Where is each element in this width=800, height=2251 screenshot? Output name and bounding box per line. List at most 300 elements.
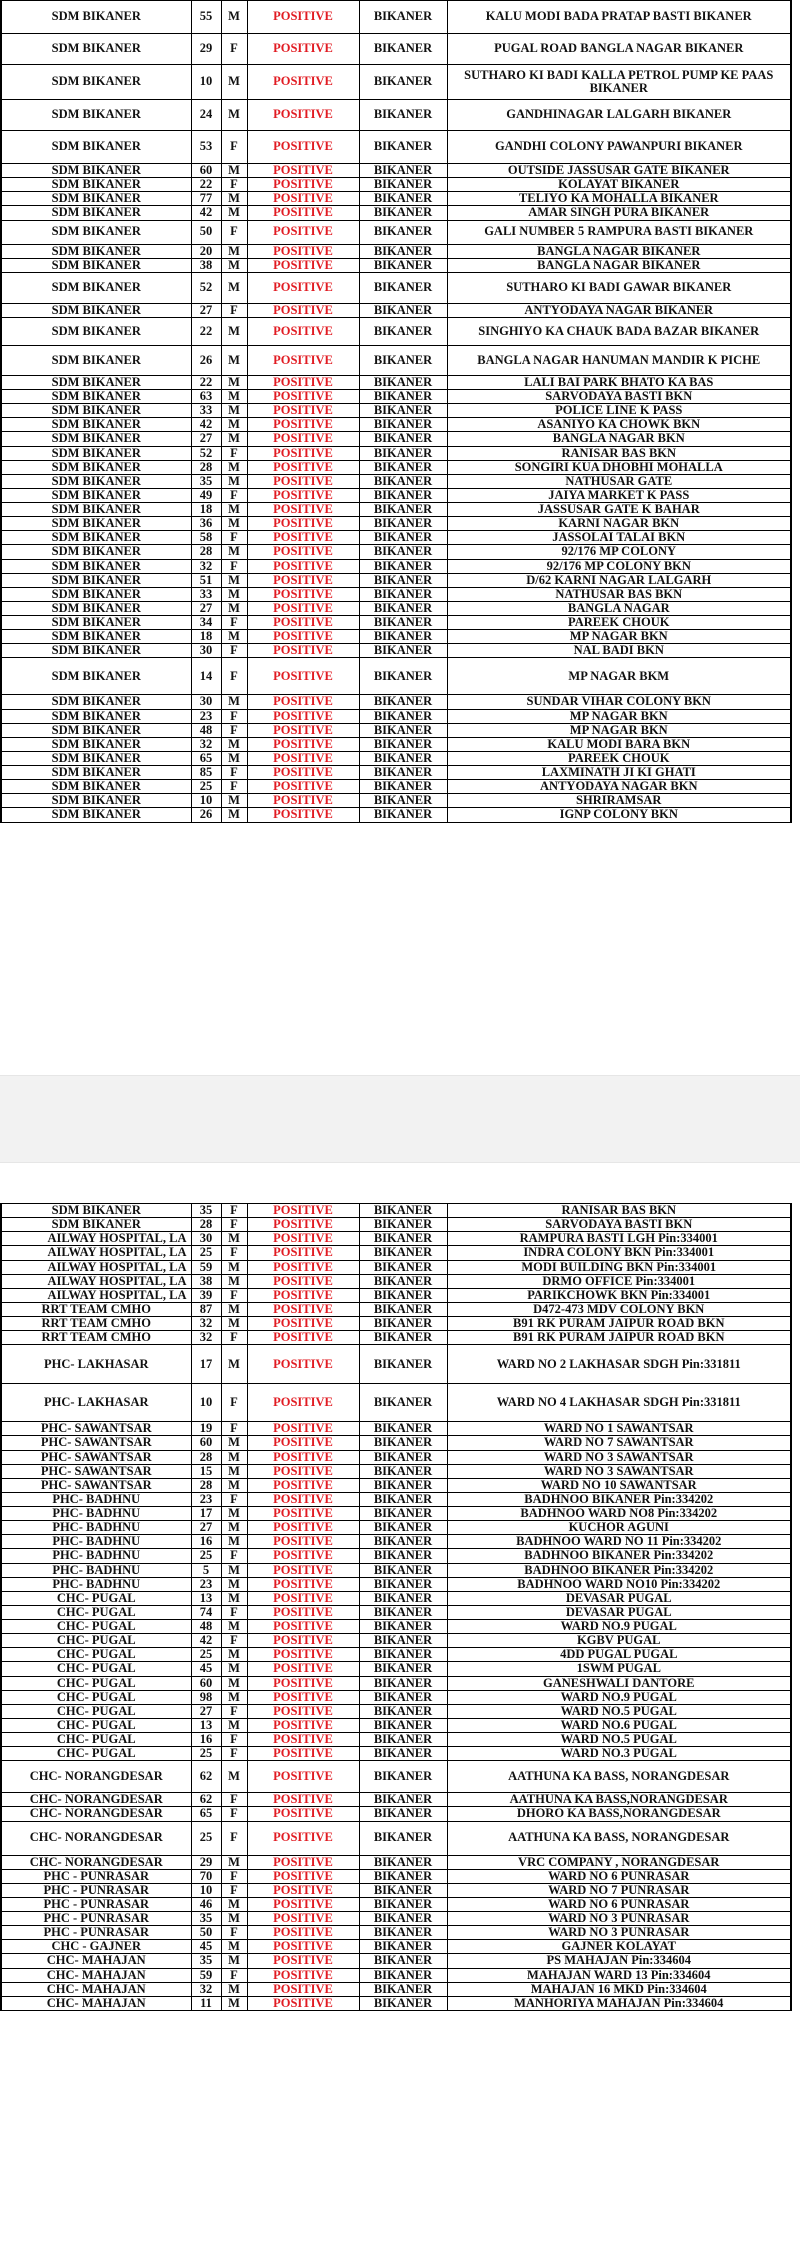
cell-district: BIKANER (359, 1535, 447, 1549)
cell-sex: M (221, 751, 247, 765)
cell-result: POSITIVE (247, 65, 359, 100)
cell-unit: SDM BIKANER (1, 559, 191, 573)
cell-age: 42 (191, 206, 221, 220)
cell-district: BIKANER (359, 531, 447, 545)
cell-sex: M (221, 1982, 247, 1996)
cell-result: POSITIVE (247, 1662, 359, 1676)
cell-address: JASSUSAR GATE K BAHAR (447, 503, 791, 517)
cell-address: WARD NO 3 PUNRASAR (447, 1912, 791, 1926)
cell-unit: PHC- BADHNU (1, 1549, 191, 1563)
cell-sex: M (221, 1232, 247, 1246)
cell-address: POLICE LINE K PASS (447, 404, 791, 418)
cell-district: BIKANER (359, 644, 447, 658)
cell-address: RAMPURA BASTI LGH Pin:334001 (447, 1232, 791, 1246)
cell-result: POSITIVE (247, 658, 359, 695)
cell-sex: M (221, 1302, 247, 1316)
cell-unit: CHC- NORANGDESAR (1, 1855, 191, 1869)
cell-district: BIKANER (359, 34, 447, 65)
cell-age: 52 (191, 272, 221, 303)
cell-address: WARD NO 7 PUNRASAR (447, 1883, 791, 1897)
cell-age: 35 (191, 1204, 221, 1218)
table-row (1, 1940, 791, 1954)
cell-age: 5 (191, 1563, 221, 1577)
cell-result: POSITIVE (247, 1954, 359, 1968)
cell-age: 29 (191, 1855, 221, 1869)
cell-result: POSITIVE (247, 1883, 359, 1897)
cell-district: BIKANER (359, 474, 447, 488)
cell-sex: M (221, 1507, 247, 1521)
cell-address: BANGLA NAGAR BIKANER (447, 258, 791, 272)
cell-age: 24 (191, 100, 221, 131)
cell-age: 25 (191, 1648, 221, 1662)
cell-age: 25 (191, 1821, 221, 1855)
cell-result: POSITIVE (247, 1302, 359, 1316)
cell-unit: CHC- MAHAJAN (1, 1954, 191, 1968)
cell-age: 30 (191, 695, 221, 709)
cell-result: POSITIVE (247, 737, 359, 751)
cell-sex: F (221, 1807, 247, 1821)
cell-district: BIKANER (359, 1450, 447, 1464)
cell-result: POSITIVE (247, 404, 359, 418)
cell-sex: M (221, 1690, 247, 1704)
cell-address: WARD NO.9 PUGAL (447, 1690, 791, 1704)
cell-result: POSITIVE (247, 1450, 359, 1464)
cell-unit: SDM BIKANER (1, 766, 191, 780)
table-row (1, 531, 791, 545)
cell-address: ASANIYO KA CHOWK BKN (447, 418, 791, 432)
cell-address: BADHNOO WARD NO10 Pin:334202 (447, 1577, 791, 1591)
cell-sex: M (221, 1521, 247, 1535)
cell-age: 23 (191, 1492, 221, 1506)
cell-district: BIKANER (359, 1464, 447, 1478)
cell-result: POSITIVE (247, 1577, 359, 1591)
cell-district: BIKANER (359, 390, 447, 404)
cell-district: BIKANER (359, 1478, 447, 1492)
cell-district: BIKANER (359, 695, 447, 709)
cell-sex: F (221, 1218, 247, 1232)
cell-unit: SDM BIKANER (1, 272, 191, 303)
table-row (1, 1260, 791, 1274)
cell-unit: SDM BIKANER (1, 244, 191, 258)
cell-sex: M (221, 1897, 247, 1911)
cell-result: POSITIVE (247, 559, 359, 573)
cell-unit: SDM BIKANER (1, 644, 191, 658)
cell-result: POSITIVE (247, 272, 359, 303)
cell-sex: F (221, 1492, 247, 1506)
cell-result: POSITIVE (247, 1761, 359, 1793)
cell-address: ANTYODAYA NAGAR BKN (447, 780, 791, 794)
cell-address: MP NAGAR BKM (447, 658, 791, 695)
cell-sex: M (221, 545, 247, 559)
cell-age: 10 (191, 1384, 221, 1422)
cell-result: POSITIVE (247, 545, 359, 559)
table-row (1, 1331, 791, 1345)
table-row (1, 178, 791, 192)
cell-district: BIKANER (359, 1634, 447, 1648)
cell-unit: SDM BIKANER (1, 751, 191, 765)
cell-district: BIKANER (359, 573, 447, 587)
table-row (1, 1577, 791, 1591)
table-row (1, 1464, 791, 1478)
cell-address: SONGIRI KUA DHOBHI MOHALLA (447, 460, 791, 474)
cell-sex: M (221, 517, 247, 531)
cell-sex: M (221, 737, 247, 751)
cell-sex: F (221, 723, 247, 737)
cell-unit: SDM BIKANER (1, 780, 191, 794)
table-row (1, 258, 791, 272)
cell-sex: M (221, 1317, 247, 1331)
cell-unit: SDM BIKANER (1, 418, 191, 432)
cell-result: POSITIVE (247, 1821, 359, 1855)
cell-unit: PHC- BADHNU (1, 1521, 191, 1535)
table-row (1, 573, 791, 587)
cell-address: NATHUSAR BAS BKN (447, 587, 791, 601)
cell-unit: PHC- LAKHASAR (1, 1384, 191, 1422)
table-row (1, 1605, 791, 1619)
cell-address: KGBV PUGAL (447, 1634, 791, 1648)
cell-result: POSITIVE (247, 192, 359, 206)
cell-age: 60 (191, 1676, 221, 1690)
cell-age: 62 (191, 1761, 221, 1793)
cell-sex: F (221, 1733, 247, 1747)
cell-address: PARIKCHOWK BKN Pin:334001 (447, 1288, 791, 1302)
table-row (1, 1478, 791, 1492)
cell-result: POSITIVE (247, 601, 359, 615)
table-row (1, 65, 791, 100)
cell-address: MODI BUILDING BKN Pin:334001 (447, 1260, 791, 1274)
cell-district: BIKANER (359, 1384, 447, 1422)
cell-result: POSITIVE (247, 178, 359, 192)
cell-sex: F (221, 488, 247, 502)
cell-unit: SDM BIKANER (1, 573, 191, 587)
table-row (1, 1535, 791, 1549)
table-row (1, 1912, 791, 1926)
table-row (1, 1761, 791, 1793)
report-page-2 (0, 1203, 800, 2251)
cell-age: 10 (191, 794, 221, 808)
cell-age: 25 (191, 1246, 221, 1260)
cell-district: BIKANER (359, 587, 447, 601)
cell-district: BIKANER (359, 1718, 447, 1732)
cell-district: BIKANER (359, 1317, 447, 1331)
cell-age: 28 (191, 1478, 221, 1492)
cell-age: 50 (191, 1926, 221, 1940)
cell-age: 10 (191, 65, 221, 100)
table-row (1, 1288, 791, 1302)
cell-sex: M (221, 1996, 247, 2010)
cell-age: 45 (191, 1662, 221, 1676)
cell-age: 49 (191, 488, 221, 502)
cell-sex: F (221, 1246, 247, 1260)
cell-age: 32 (191, 559, 221, 573)
cell-address: DHORO KA BASS,NORANGDESAR (447, 1807, 791, 1821)
cell-district: BIKANER (359, 1662, 447, 1676)
cell-age: 52 (191, 446, 221, 460)
table-row (1, 644, 791, 658)
cell-age: 25 (191, 1747, 221, 1761)
cell-address: DEVASAR PUGAL (447, 1591, 791, 1605)
cell-district: BIKANER (359, 1204, 447, 1218)
cell-age: 20 (191, 244, 221, 258)
table-row (1, 192, 791, 206)
cell-address: GANDHINAGAR LALGARH BIKANER (447, 100, 791, 131)
cell-district: BIKANER (359, 1549, 447, 1563)
cell-result: POSITIVE (247, 1288, 359, 1302)
cell-unit: PHC- SAWANTSAR (1, 1478, 191, 1492)
cell-address: DEVASAR PUGAL (447, 1605, 791, 1619)
table-row (1, 1591, 791, 1605)
cell-unit: CHC- PUGAL (1, 1690, 191, 1704)
cell-address: 4DD PUGAL PUGAL (447, 1648, 791, 1662)
table-row (1, 345, 791, 375)
cell-sex: F (221, 1422, 247, 1436)
cell-address: SINGHIYO KA CHAUK BADA BAZAR BIKANER (447, 317, 791, 345)
table-row (1, 1384, 791, 1422)
table-row (1, 1422, 791, 1436)
cell-result: POSITIVE (247, 503, 359, 517)
cell-result: POSITIVE (247, 474, 359, 488)
cell-result: POSITIVE (247, 1605, 359, 1619)
cell-age: 87 (191, 1302, 221, 1316)
table-row (1, 1274, 791, 1288)
table-row (1, 1492, 791, 1506)
positive-cases-table-2 (0, 1203, 792, 2011)
cell-sex: M (221, 1260, 247, 1274)
cell-unit: AILWAY HOSPITAL, LA (1, 1288, 191, 1302)
cell-address: MP NAGAR BKN (447, 709, 791, 723)
cell-district: BIKANER (359, 1507, 447, 1521)
cell-address: OUTSIDE JASSUSAR GATE BIKANER (447, 164, 791, 178)
cell-result: POSITIVE (247, 1912, 359, 1926)
cell-unit: SDM BIKANER (1, 517, 191, 531)
cell-district: BIKANER (359, 1690, 447, 1704)
cell-unit: SDM BIKANER (1, 206, 191, 220)
cell-age: 60 (191, 1436, 221, 1450)
cell-result: POSITIVE (247, 446, 359, 460)
cell-age: 28 (191, 1218, 221, 1232)
cell-result: POSITIVE (247, 1260, 359, 1274)
cell-sex: M (221, 206, 247, 220)
cell-age: 30 (191, 644, 221, 658)
cell-unit: SDM BIKANER (1, 1, 191, 34)
cell-address: 92/176 MP COLONY BKN (447, 559, 791, 573)
cell-result: POSITIVE (247, 1345, 359, 1384)
cell-district: BIKANER (359, 503, 447, 517)
cell-result: POSITIVE (247, 794, 359, 808)
cell-address: ANTYODAYA NAGAR BIKANER (447, 303, 791, 317)
cell-unit: SDM BIKANER (1, 446, 191, 460)
cell-age: 48 (191, 1620, 221, 1634)
cell-district: BIKANER (359, 545, 447, 559)
cell-age: 13 (191, 1718, 221, 1732)
cell-unit: SDM BIKANER (1, 131, 191, 164)
cell-address: WARD NO.6 PUGAL (447, 1718, 791, 1732)
cell-result: POSITIVE (247, 1982, 359, 1996)
cell-address: RANISAR BAS BKN (447, 1204, 791, 1218)
cell-result: POSITIVE (247, 1996, 359, 2010)
cell-unit: SDM BIKANER (1, 503, 191, 517)
cell-sex: M (221, 272, 247, 303)
cell-result: POSITIVE (247, 1492, 359, 1506)
cell-address: INDRA COLONY BKN Pin:334001 (447, 1246, 791, 1260)
cell-sex: F (221, 131, 247, 164)
cell-address: SUTHARO KI BADI KALLA PETROL PUMP KE PAAS BIKANER (447, 65, 791, 100)
table-row (1, 220, 791, 244)
cell-district: BIKANER (359, 1912, 447, 1926)
cell-district: BIKANER (359, 1, 447, 34)
table-row (1, 658, 791, 695)
cell-sex: M (221, 1954, 247, 1968)
cell-age: 70 (191, 1869, 221, 1883)
cell-district: BIKANER (359, 1492, 447, 1506)
cell-district: BIKANER (359, 317, 447, 345)
cell-age: 16 (191, 1733, 221, 1747)
cell-age: 48 (191, 723, 221, 737)
cell-unit: SDM BIKANER (1, 531, 191, 545)
cell-result: POSITIVE (247, 375, 359, 389)
cell-result: POSITIVE (247, 1464, 359, 1478)
cell-unit: CHC- PUGAL (1, 1747, 191, 1761)
cell-address: PAREEK CHOUK (447, 751, 791, 765)
cell-district: BIKANER (359, 272, 447, 303)
cell-result: POSITIVE (247, 1634, 359, 1648)
cell-sex: F (221, 1204, 247, 1218)
table-row (1, 1718, 791, 1732)
cell-district: BIKANER (359, 737, 447, 751)
cell-age: 74 (191, 1605, 221, 1619)
cell-address: WARD NO.5 PUGAL (447, 1704, 791, 1718)
cell-age: 17 (191, 1345, 221, 1384)
cell-sex: M (221, 503, 247, 517)
cell-address: TELIYO KA MOHALLA BIKANER (447, 192, 791, 206)
cell-address: SUTHARO KI BADI GAWAR BIKANER (447, 272, 791, 303)
cell-result: POSITIVE (247, 695, 359, 709)
cell-age: 18 (191, 503, 221, 517)
cell-district: BIKANER (359, 1302, 447, 1316)
cell-address: LALI BAI PARK BHATO KA BAS (447, 375, 791, 389)
cell-unit: CHC- PUGAL (1, 1648, 191, 1662)
table-row (1, 695, 791, 709)
cell-sex: M (221, 1761, 247, 1793)
cell-result: POSITIVE (247, 573, 359, 587)
cell-sex: F (221, 1549, 247, 1563)
cell-age: 10 (191, 1883, 221, 1897)
cell-result: POSITIVE (247, 1718, 359, 1732)
cell-address: BADHNOO WARD NO 11 Pin:334202 (447, 1535, 791, 1549)
cell-unit: SDM BIKANER (1, 164, 191, 178)
table-row (1, 766, 791, 780)
cell-address: SARVODAYA BASTI BKN (447, 1218, 791, 1232)
cell-age: 32 (191, 1982, 221, 1996)
cell-unit: CHC- MAHAJAN (1, 1968, 191, 1982)
cell-sex: M (221, 1563, 247, 1577)
cell-age: 15 (191, 1464, 221, 1478)
cell-district: BIKANER (359, 601, 447, 615)
cell-sex: M (221, 601, 247, 615)
cell-sex: F (221, 1747, 247, 1761)
cell-address: WARD NO 3 SAWANTSAR (447, 1450, 791, 1464)
table-row (1, 432, 791, 446)
cell-age: 55 (191, 1, 221, 34)
cell-unit: SDM BIKANER (1, 1218, 191, 1232)
cell-result: POSITIVE (247, 488, 359, 502)
cell-address: GANDHI COLONY PAWANPURI BIKANER (447, 131, 791, 164)
cell-sex: M (221, 65, 247, 100)
table-row (1, 1883, 791, 1897)
cell-age: 50 (191, 220, 221, 244)
cell-age: 19 (191, 1422, 221, 1436)
cell-unit: SDM BIKANER (1, 100, 191, 131)
table-row (1, 1246, 791, 1260)
cell-sex: M (221, 1676, 247, 1690)
cell-sex: F (221, 658, 247, 695)
cell-unit: PHC - PUNRASAR (1, 1897, 191, 1911)
table-row (1, 559, 791, 573)
cell-unit: AILWAY HOSPITAL, LA (1, 1274, 191, 1288)
cell-unit: SDM BIKANER (1, 34, 191, 65)
cell-result: POSITIVE (247, 1317, 359, 1331)
cell-unit: SDM BIKANER (1, 65, 191, 100)
cell-result: POSITIVE (247, 206, 359, 220)
cell-sex: M (221, 1436, 247, 1450)
cell-age: 98 (191, 1690, 221, 1704)
table-row (1, 460, 791, 474)
cell-result: POSITIVE (247, 1897, 359, 1911)
cell-sex: M (221, 630, 247, 644)
cell-age: 38 (191, 1274, 221, 1288)
cell-result: POSITIVE (247, 303, 359, 317)
cell-unit: SDM BIKANER (1, 630, 191, 644)
cell-age: 59 (191, 1260, 221, 1274)
cell-result: POSITIVE (247, 1384, 359, 1422)
cell-district: BIKANER (359, 178, 447, 192)
cell-district: BIKANER (359, 206, 447, 220)
cell-sex: M (221, 192, 247, 206)
cell-age: 27 (191, 303, 221, 317)
report-page-1 (0, 0, 800, 1062)
cell-address: WARD NO 4 LAKHASAR SDGH Pin:331811 (447, 1384, 791, 1422)
cell-district: BIKANER (359, 1926, 447, 1940)
cell-result: POSITIVE (247, 432, 359, 446)
cell-district: BIKANER (359, 460, 447, 474)
cell-district: BIKANER (359, 766, 447, 780)
cell-address: WARD NO 2 LAKHASAR SDGH Pin:331811 (447, 1345, 791, 1384)
cell-address: PS MAHAJAN Pin:334604 (447, 1954, 791, 1968)
table-row (1, 751, 791, 765)
cell-age: 38 (191, 258, 221, 272)
cell-sex: F (221, 616, 247, 630)
cell-district: BIKANER (359, 375, 447, 389)
cell-address: AMAR SINGH PURA BIKANER (447, 206, 791, 220)
cell-age: 32 (191, 1331, 221, 1345)
cell-address: JAIYA MARKET K PASS (447, 488, 791, 502)
cell-unit: CHC- PUGAL (1, 1704, 191, 1718)
cell-result: POSITIVE (247, 100, 359, 131)
cell-result: POSITIVE (247, 1549, 359, 1563)
cell-result: POSITIVE (247, 1521, 359, 1535)
cell-age: 22 (191, 178, 221, 192)
page-break (0, 1075, 800, 1163)
cell-address: MP NAGAR BKN (447, 723, 791, 737)
table-row (1, 616, 791, 630)
cell-age: 25 (191, 780, 221, 794)
cell-unit: SDM BIKANER (1, 345, 191, 375)
cell-age: 25 (191, 1549, 221, 1563)
cell-sex: M (221, 1912, 247, 1926)
cell-sex: M (221, 1464, 247, 1478)
cell-result: POSITIVE (247, 418, 359, 432)
cell-result: POSITIVE (247, 531, 359, 545)
